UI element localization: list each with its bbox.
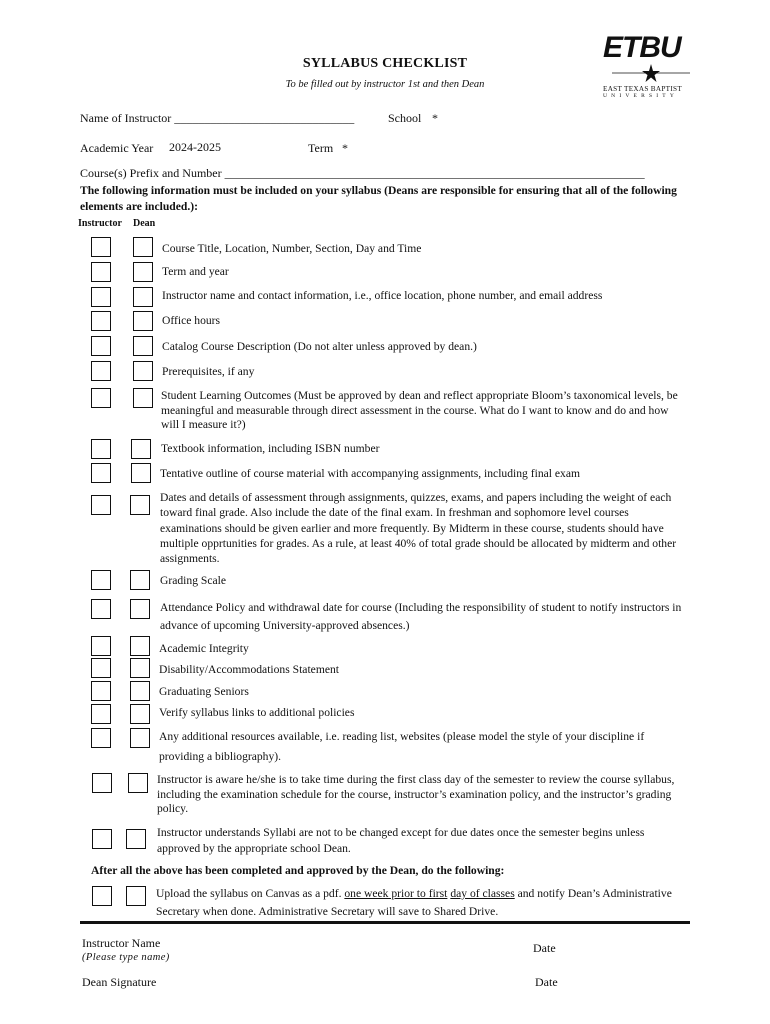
- final-item-day-of-classes: day of classes: [450, 887, 515, 900]
- school-required-mark[interactable]: *: [432, 111, 438, 125]
- date-label: Date: [533, 941, 556, 955]
- dean-checkbox[interactable]: [126, 886, 146, 906]
- instructor-checkbox[interactable]: [91, 311, 111, 331]
- checklist-item: Instructor is aware he/she is to take time during the first class day of the semester to review the course syllabus, including the examination schedule for the course, instructor’s examination policy, and the instructor’s grading policy.: [157, 773, 675, 816]
- instructor-checkbox[interactable]: [91, 599, 111, 619]
- checklist-item: Attendance Policy and withdrawal date for course (Including the responsibility of student to notify instructors in advance of upcoming University-approved absences.): [160, 601, 682, 632]
- checklist-item: Term and year: [162, 265, 229, 278]
- instructor-checkbox[interactable]: [91, 336, 111, 356]
- instructor-checkbox[interactable]: [91, 495, 111, 515]
- page-subtitle: To be filled out by instructor 1st and then Dean: [285, 79, 485, 90]
- checklist-item: Textbook information, including ISBN number: [161, 442, 380, 455]
- dean-checkbox[interactable]: [130, 728, 150, 748]
- col-dean: Dean: [133, 218, 156, 229]
- dean-checkbox[interactable]: [130, 681, 150, 701]
- dean-checkbox[interactable]: [131, 439, 151, 459]
- after-heading: After all the above has been completed and approved by the Dean, do the following:: [91, 864, 505, 877]
- logo-name-line: EAST TEXAS BAPTIST: [603, 85, 683, 93]
- dean-signature-label: Dean Signature: [82, 975, 157, 989]
- dean-checkbox[interactable]: [130, 570, 150, 590]
- divider: [80, 921, 690, 924]
- final-item-part5: and notify Dean’s Administrative Secretary when done. Administrative Secretary will save to Shared Drive.: [156, 887, 672, 918]
- dean-checkbox[interactable]: [130, 658, 150, 678]
- academic-year-label: Academic Year: [80, 141, 154, 155]
- dean-checkbox[interactable]: [128, 773, 148, 793]
- checklist-item: Office hours: [162, 314, 221, 327]
- dean-checkbox[interactable]: [130, 704, 150, 724]
- instructor-checkbox[interactable]: [92, 829, 112, 849]
- checklist-item: Dates and details of assessment through assignments, quizzes, exams, and papers including the weight of each toward final grade. Also include the date of the final exam. In freshman and sophomore level courses examinations should be given earlier and more frequently. By Midterm in these course, students should have multiple opprtunities for grades. As a rule, at least 40% of total grade should be allocated by midterm and other assignments.: [160, 491, 677, 566]
- checklist-item: Instructor understands Syllabi are not to be changed except for due dates once the semester begins unless approved by the appropriate school Dean.: [157, 826, 645, 855]
- logo-university-line: UNIVERSITY: [603, 93, 678, 99]
- checklist-item: Graduating Seniors: [159, 685, 249, 698]
- instructor-name-field[interactable]: Name of Instructor ______________________________: [80, 111, 355, 125]
- checklist-item: Disability/Accommodations Statement: [159, 663, 339, 676]
- course-prefix-field[interactable]: Course(s) Prefix and Number ______________________________________________________________________: [80, 166, 645, 180]
- checklist-item: Student Learning Outcomes (Must be approved by dean and reflect appropriate Bloom’s taxonomical levels, be meaningful and measurable through direct assessment in the course. What do I want to know and do and how will I measure it?): [161, 389, 678, 432]
- dean-checkbox[interactable]: [133, 361, 153, 381]
- checklist-item: Verify syllabus links to additional policies: [159, 706, 355, 719]
- term-required-mark[interactable]: *: [342, 141, 348, 155]
- dean-checkbox[interactable]: [133, 388, 153, 408]
- instructor-checkbox[interactable]: [91, 262, 111, 282]
- instructions: The following information must be included on your syllabus (Deans are responsible for ensuring that all of the following elements are included.):: [80, 184, 677, 213]
- dean-checkbox[interactable]: [130, 495, 150, 515]
- instructor-checkbox[interactable]: [91, 704, 111, 724]
- dean-checkbox[interactable]: [133, 287, 153, 307]
- final-item-part1: Upload the syllabus on Canvas as a pdf.: [156, 887, 345, 900]
- instructor-checkbox[interactable]: [91, 570, 111, 590]
- checklist-item: Academic Integrity: [159, 642, 249, 655]
- final-item: [156, 885, 676, 921]
- checklist-item: Instructor name and contact information, i.e., office location, phone number, and email address: [162, 289, 603, 302]
- date-label-dean: Date: [535, 975, 558, 989]
- instructor-checkbox[interactable]: [91, 681, 111, 701]
- logo-wordmark: ETBU: [603, 31, 681, 64]
- page-title: SYLLABUS CHECKLIST: [302, 56, 468, 71]
- dean-checkbox[interactable]: [133, 311, 153, 331]
- checklist-item: Grading Scale: [160, 574, 226, 587]
- instructor-checkbox[interactable]: [92, 773, 112, 793]
- dean-checkbox[interactable]: [130, 636, 150, 656]
- checklist-item: Catalog Course Description (Do not alter unless approved by dean.): [162, 340, 477, 353]
- instructor-name-label: Instructor Name: [82, 936, 161, 950]
- instructor-name-hint: (Please type name): [82, 952, 170, 963]
- instructor-checkbox[interactable]: [91, 237, 111, 257]
- checklist-item: Prerequisites, if any: [162, 365, 255, 378]
- instructor-checkbox[interactable]: [91, 728, 111, 748]
- checklist-item: Course Title, Location, Number, Section, Day and Time: [162, 242, 422, 255]
- instructor-checkbox[interactable]: [91, 388, 111, 408]
- dean-checkbox[interactable]: [133, 237, 153, 257]
- instructor-checkbox[interactable]: [91, 658, 111, 678]
- dean-checkbox[interactable]: [130, 599, 150, 619]
- instructor-checkbox[interactable]: [91, 361, 111, 381]
- checklist-item: Tentative outline of course material with accompanying assignments, including final exam: [160, 467, 580, 480]
- instructor-checkbox[interactable]: [91, 439, 111, 459]
- instructor-checkbox[interactable]: [91, 463, 111, 483]
- academic-year-value[interactable]: 2024-2025: [169, 140, 221, 154]
- school-label: School: [388, 111, 422, 125]
- logo-star-icon: [612, 63, 690, 83]
- instructor-checkbox[interactable]: [92, 886, 112, 906]
- term-label: Term: [308, 141, 334, 155]
- dean-checkbox[interactable]: [133, 262, 153, 282]
- instructor-checkbox[interactable]: [91, 287, 111, 307]
- dean-checkbox[interactable]: [126, 829, 146, 849]
- col-instructor: Instructor: [78, 218, 122, 229]
- dean-checkbox[interactable]: [131, 463, 151, 483]
- instructor-checkbox[interactable]: [91, 636, 111, 656]
- dean-checkbox[interactable]: [133, 336, 153, 356]
- final-item-deadline: one week prior to first: [344, 887, 448, 900]
- checklist-item: Any additional resources available, i.e. reading list, websites (please model the style of your discipline if providing a bibliography).: [159, 730, 645, 763]
